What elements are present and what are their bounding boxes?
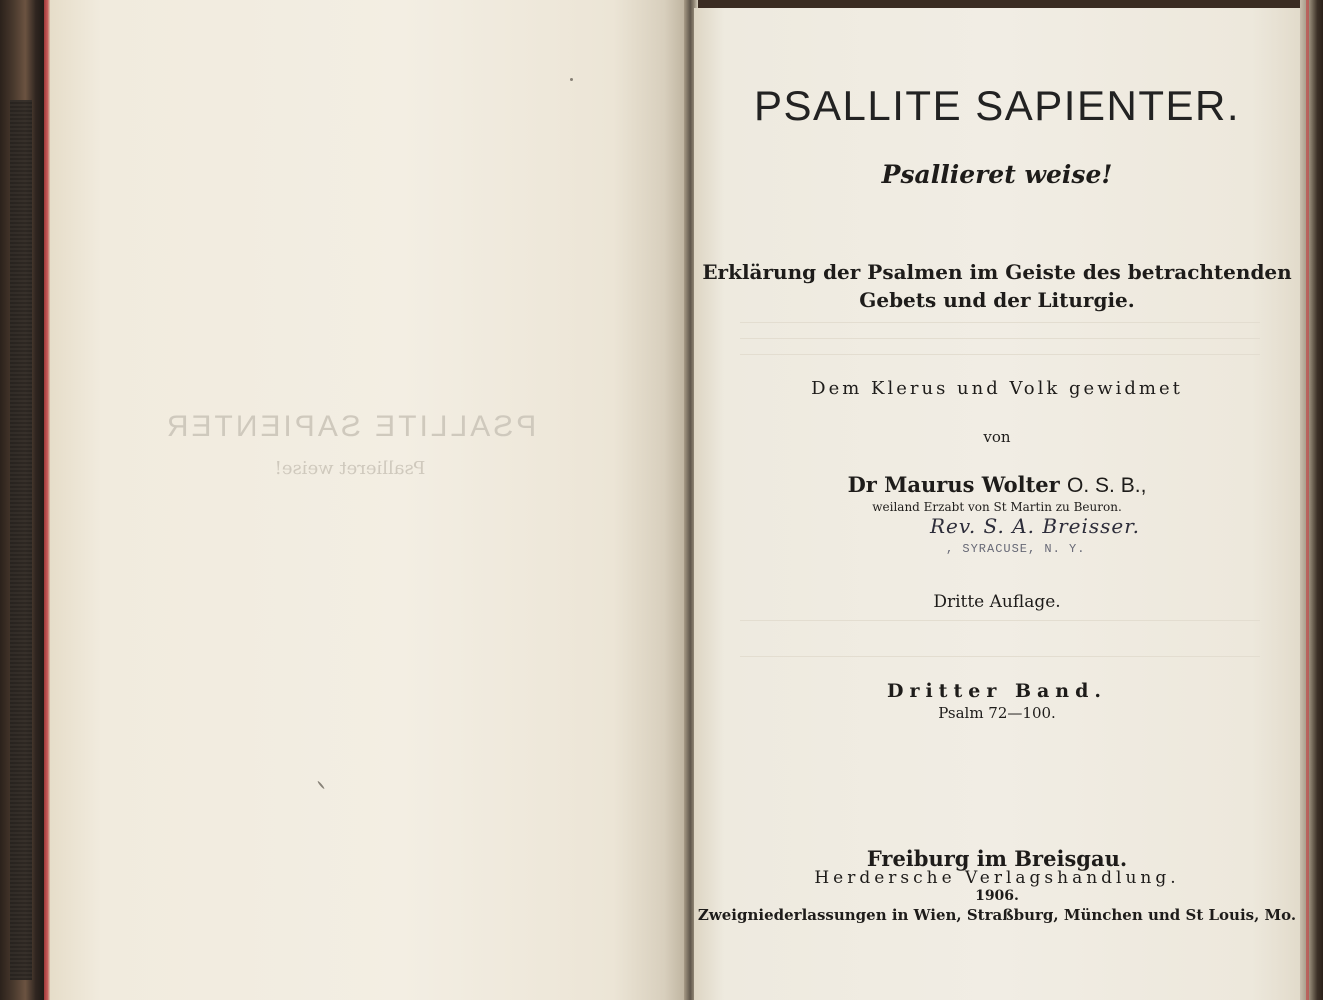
book-cover-edge [0, 0, 46, 1000]
edition: Dritte Auflage. [933, 592, 1061, 612]
volume: Dritter Band. [886, 680, 1108, 702]
handwritten-signature: Rev. S. A. Breisser. [930, 514, 1140, 538]
book-subtitle: Psallieret weise! [881, 160, 1113, 189]
publication-place: Freiburg im Breisgau. [866, 846, 1128, 871]
bleed-line [740, 656, 1260, 657]
paper-speck [570, 78, 573, 81]
description-line-2: Gebets und der Liturgie. [859, 288, 1135, 312]
branch-offices: Zweigniederlassungen in Wien, Straßburg, München und St Louis, Mo. [697, 906, 1297, 924]
psalm-range: Psalm 72—100. [938, 704, 1056, 722]
book-title: PSALLITE SAPIENTER. [754, 82, 1240, 129]
author-order: O. S. B., [1067, 474, 1147, 497]
bleed-through-subtitle: Psallieret weise! [274, 458, 426, 479]
publication-year: 1906. [975, 888, 1019, 904]
ownership-stamp: , SYRACUSE, N. Y. [946, 542, 1086, 556]
author-name: Dr Maurus Wolter [847, 472, 1060, 497]
description-line-1: Erklärung der Psalmen im Geiste des betrachtenden [702, 260, 1292, 284]
bleed-line [740, 338, 1260, 339]
red-edge-line [1306, 0, 1309, 1000]
bleed-line [740, 620, 1260, 621]
publisher: Herdersche Verlagshandlung. [814, 868, 1180, 888]
book-description [694, 258, 1300, 314]
bleed-through-title: PSALLITE SAPIENTER [163, 410, 537, 443]
bleed-line [740, 322, 1260, 323]
author-line [694, 472, 1300, 498]
cover-cloth [10, 100, 32, 980]
dedication: Dem Klerus und Volk gewidmet [811, 378, 1183, 399]
right-page-edge [1300, 0, 1323, 1000]
by-word: von [983, 428, 1011, 446]
left-page [50, 0, 690, 1000]
author-role: weiland Erzabt von St Martin zu Beuron. [872, 500, 1122, 514]
bleed-line [740, 354, 1260, 355]
